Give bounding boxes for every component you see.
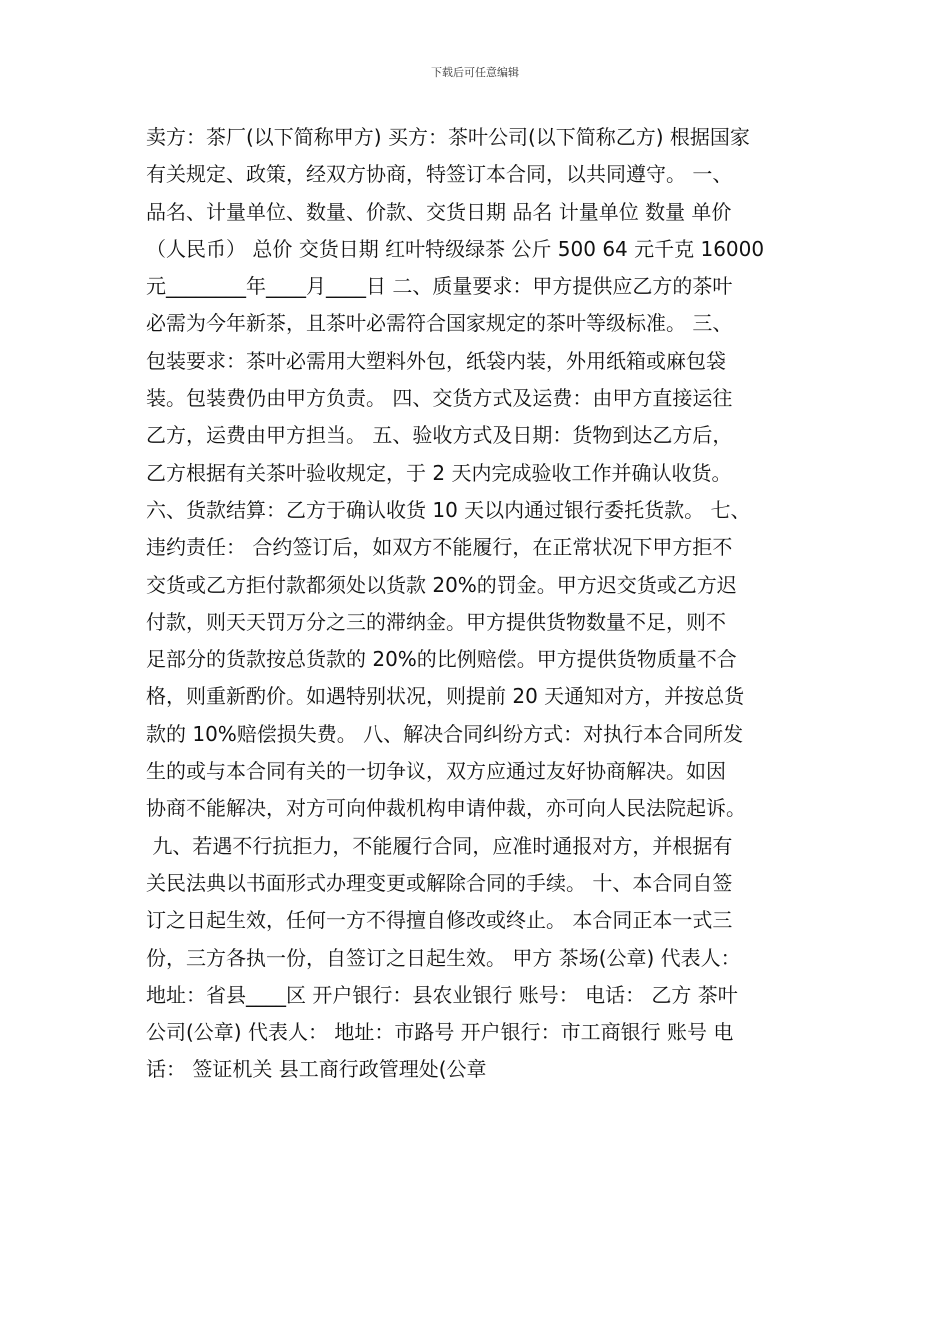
contract-line: （人民币） 总价 交货日期 红叶特级绿茶 公斤 500 64 元千克 16000 xyxy=(146,236,765,261)
contract-line: 违约责任： 合约签订后，如双方不能履行，在正常状况下甲方拒不 xyxy=(146,535,733,560)
contract-line: 关民法典以书面形式办理变更或解除合同的手续。 十、本合同自签 xyxy=(146,870,733,895)
contract-line: 格，则重新酌价。如遇特别状况，则提前 20 天通知对方，并按总货 xyxy=(146,684,745,709)
contract-line: 公司(公章) 代表人： 地址：市路号 开户银行：市工商银行 账号 电 xyxy=(146,1020,734,1045)
contract-line: 九、若遇不行抗拒力，不能履行合同，应准时通报对方，并根据有 xyxy=(146,833,733,858)
contract-line: 六、货款结算：乙方于确认收货 10 天以内通过银行委托货款。 七、 xyxy=(146,497,751,522)
contract-line: 交货或乙方拒付款都须处以货款 20%的罚金。甲方迟交货或乙方迟 xyxy=(146,572,737,597)
contract-line: 话： 签证机关 县工商行政管理处(公章 xyxy=(146,1057,487,1082)
contract-line: 生的或与本合同有关的一切争议，双方应通过友好协商解决。如因 xyxy=(146,759,726,784)
contract-line: 协商不能解决，对方可向仲裁机构申请仲裁，亦可向人民法院起诉。 xyxy=(146,796,746,821)
contract-line: 款的 10%赔偿损失费。 八、解决合同纠纷方式：对执行本合同所发 xyxy=(146,721,744,746)
contract-line: 有关规定、政策，经双方协商，特签订本合同，以共同遵守。 一、 xyxy=(146,162,733,187)
contract-line: 装。包装费仍由甲方负责。 四、交货方式及运费：由甲方直接运往 xyxy=(146,386,733,411)
contract-line: 订之日起生效，任何一方不得擅自修改或终止。 本合同正本一式三 xyxy=(146,908,733,933)
contract-line: 必需为今年新茶，且茶叶必需符合国家规定的茶叶等级标准。 三、 xyxy=(146,311,733,336)
contract-line: 品名、计量单位、数量、价款、交货日期 品名 计量单位 数量 单价 xyxy=(146,199,732,224)
page-header: 下载后可任意编辑 xyxy=(431,66,519,79)
contract-line: 元________年____月____日 二、质量要求：甲方提供应乙方的茶叶 xyxy=(146,274,733,299)
contract-line: 包装要求：茶叶必需用大塑料外包，纸袋内装，外用纸箱或麻包袋 xyxy=(146,348,726,373)
contract-line: 乙方根据有关茶叶验收规定，于 2 天内完成验收工作并确认收货。 xyxy=(146,460,732,485)
contract-body xyxy=(146,119,814,1089)
contract-line: 足部分的货款按总货款的 20%的比例赔偿。甲方提供货物质量不合 xyxy=(146,647,737,672)
contract-line: 乙方，运费由甲方担当。 五、验收方式及日期：货物到达乙方后， xyxy=(146,423,733,448)
contract-line: 付款，则天天罚万分之三的滞纳金。甲方提供货物数量不足，则不 xyxy=(146,609,726,634)
contract-line: 卖方：茶厂(以下简称甲方) 买方：茶叶公司(以下简称乙方) 根据国家 xyxy=(146,125,750,149)
contract-line: 地址：省县____区 开户银行：县农业银行 账号： 电话： 乙方 茶叶 xyxy=(146,982,738,1007)
contract-line: 份，三方各执一份，自签订之日起生效。 甲方 茶场(公章) 代表人： xyxy=(146,945,741,970)
